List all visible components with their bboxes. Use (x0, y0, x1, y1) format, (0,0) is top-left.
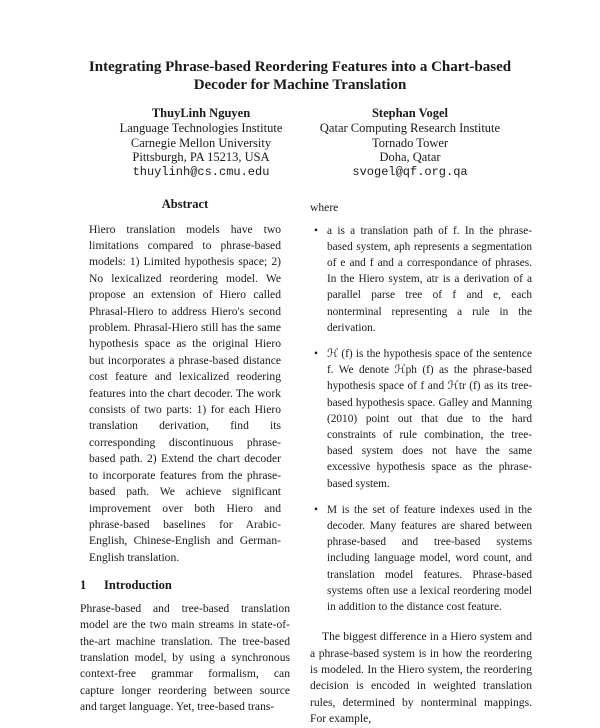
introduction-text: Phrase-based and tree-based translation model are the two main streams in state-of-the-art machine translation. The tree-based translation model, by using a synchronous context-free grammar formalism, can capture longer reordering between source and target language. Yet, tree-based trans- (80, 601, 290, 714)
definition-list (310, 223, 532, 616)
list-item (310, 346, 532, 492)
author-institution: Carnegie Mellon University (130, 135, 272, 150)
author-block-1 (96, 106, 306, 180)
reordering-paragraph: The biggest difference in a Hiero system and a phrase-based system is in how the reordering is modeled. In the Hiero system, the reordering decision is encoded in weighted translation rules, determined by nonterminal mappings. For example, (310, 630, 532, 726)
author-affiliation: Qatar Computing Research Institute (319, 120, 501, 135)
list-item-text: M is the set of feature indexes used in the decoder. Many features are shared between phrase-based and tree-based systems including language model, word count, and translation model features. Phrase-based systems often use a lexical reordering model in addition to the distance cost feature. (327, 503, 532, 614)
list-item-text: ℋ (f) is the hypothesis space of the sentence f. We denote ℋph (f) as the phrase-based hypothesis space of f and ℋtr (f) as its tree-based hypothesis space. Galley and Manning (2010) point out that due to the hard constraints of rule combination, the tree-based system does not have the same excessive hypothesis space as the phrase-based system. (327, 348, 532, 490)
author-name: Stephan Vogel (371, 106, 449, 120)
list-item (310, 502, 532, 615)
paper-title-line-2: Decoder for Machine Translation (193, 77, 407, 93)
section-title: Introduction (104, 578, 172, 593)
list-item (310, 223, 532, 336)
bullet-icon: • (314, 503, 318, 516)
list-item-text: a is a translation path of f. In the phrase-based system, aph represents a segmentation of e and f and a correspondance of phrases. In the Hiero system, atr is a derivation of a parallel parse tree of f and e, each nonterminal representing a rule in the derivation. (327, 224, 532, 334)
author-address: Doha, Qatar (379, 150, 441, 165)
abstract-text: Hiero translation models have two limitations compared to phrase-based models: 1) Limited hypothesis space; 2) No lexicalized reordering model. We propose an extension of Hiero called Phrasal-Hiero to address Hiero's second problem. Phrasal-Hiero still has the same hypothesis space as the original Hiero but incorporates a phrase-based distance cost feature and lexicalized reodering features into the chart decoder. The work consists of two parts: 1) for each Hiero translation derivation, find its corresponding discontinuous phrase-based path. 2) Extend the chart decoder to incorporate features from the phrase-based path. We achieve significant improvement over both Hiero and phrase-based baselines for Arabic-English, Chinese-English and German-English translation. (89, 222, 281, 564)
author-block-2 (295, 106, 525, 180)
author-name: ThuyLinh Nguyen (151, 106, 251, 120)
author-institution: Tornado Tower (371, 135, 449, 150)
author-affiliation: Language Technologies Institute (119, 120, 283, 135)
section-number: 1 (80, 578, 87, 593)
where-text: where (310, 201, 339, 214)
section-heading-introduction (80, 577, 290, 594)
paper-title (0, 58, 600, 94)
bullet-icon: • (314, 224, 318, 237)
author-email[interactable]: svogel@qf.org.qa (352, 165, 468, 180)
abstract-heading: Abstract (161, 197, 209, 211)
paper-title-line-1: Integrating Phrase-based Reordering Features into a Chart-based (88, 59, 512, 75)
author-email[interactable]: thuylinh@cs.cmu.edu (132, 165, 270, 180)
right-column (310, 196, 532, 728)
bullet-icon: • (314, 348, 318, 361)
left-column (80, 196, 290, 716)
author-address: Pittsburgh, PA 15213, USA (132, 150, 270, 165)
